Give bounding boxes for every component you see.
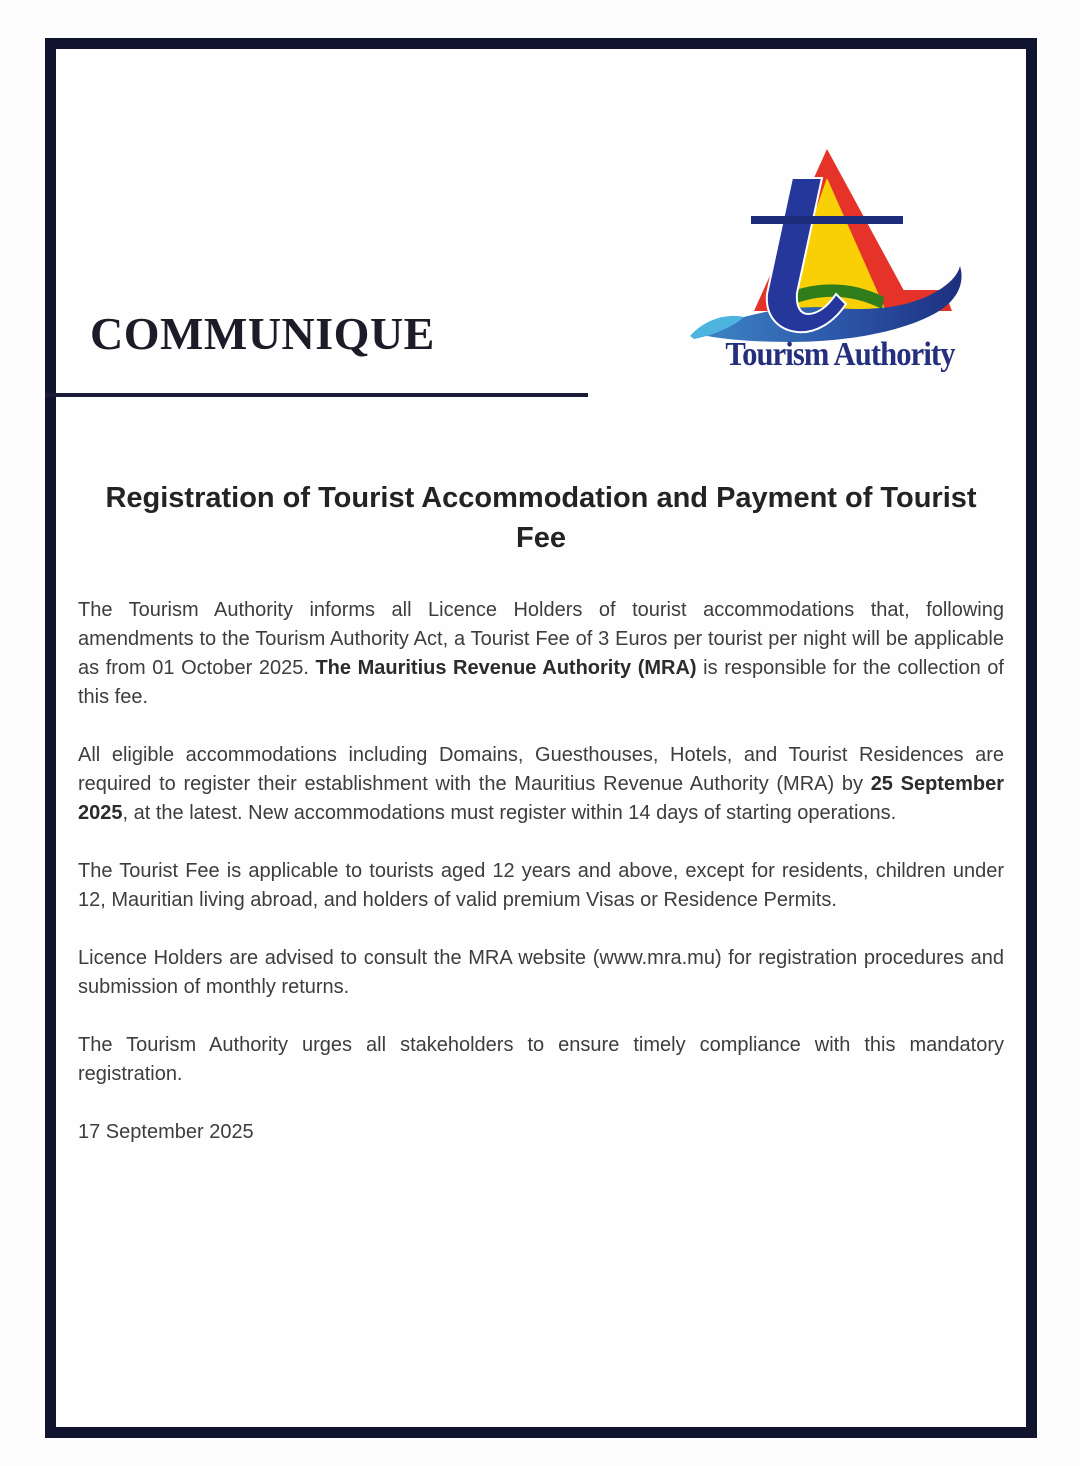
paragraph-2 [78,741,1004,828]
paragraph-4-text: Licence Holders are advised to consult the MRA website (www.mra.mu) for registration procedures and submission of monthly returns. [78,947,1004,998]
paragraph-1-text: The Tourism Authority informs all Licence Holders of tourist accommodations that, following amendments to the Tourism Authority Act, a Tourist Fee of 3 Euros per tourist per night will be applicable as from 01 October 2025. [78,599,1004,679]
paragraph-2-bold-text: 25 September 2025 [78,773,1004,824]
title-underline [45,393,588,397]
document-heading [74,478,1008,558]
paragraph-1-bold-text: The Mauritius Revenue Authority (MRA) [315,657,697,679]
paragraph-2-text: All eligible accommodations including Domains, Guesthouses, Hotels, and Tourist Residences are required to register their establishment with the Mauritius Revenue Authority (MRA) by [78,744,1004,795]
date-line: 17 September 2025 [78,1121,254,1143]
logo-t-crossbar-shape [751,216,903,224]
paragraph-1 [78,596,1004,712]
tourism-authority-logo [690,138,990,390]
paragraph-5-text: The Tourism Authority urges all stakeholders to ensure timely compliance with this mandatory registration. [78,1034,1004,1085]
logo-wordmark: Tourism Authority [725,336,955,373]
paragraph-4 [78,944,1004,1002]
document-body [78,596,1004,1176]
heading-line-1: Registration of Tourist Accommodation and Payment of Tourist [105,482,977,514]
paragraph-5 [78,1031,1004,1089]
paragraph-3 [78,857,1004,915]
paragraph-1-text-end: is responsible for the collection of this fee. [78,657,1004,708]
paragraph-2-text-end: , at the latest. New accommodations must register within 14 days of starting operations. [122,802,897,824]
ta-logo-mark-icon [690,138,990,343]
paragraph-3-text: The Tourist Fee is applicable to tourists aged 12 years and above, except for residents, children under 12, Mauritian living abroad, and holders of valid premium Visas or Residence Permits. [78,860,1004,911]
page-title: COMMUNIQUE [90,308,435,359]
heading-line-2: Fee [516,522,566,554]
